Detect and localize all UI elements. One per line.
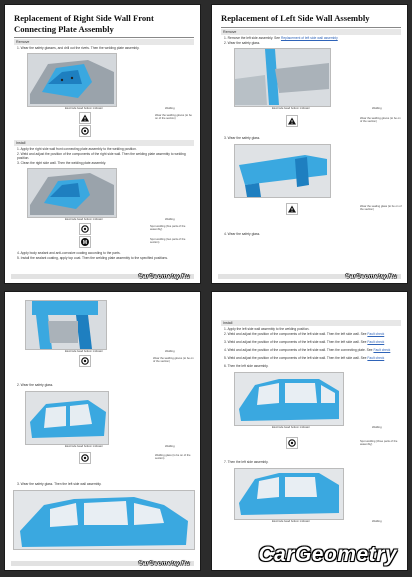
spot-weld-icon — [79, 125, 91, 137]
page-title: Replacement of Right Side Wall Front Connecting Plate Assembly — [14, 13, 154, 34]
reference-link[interactable]: Fault check — [367, 356, 385, 360]
symbol-caption: Spot welding (two parts of the section) — [150, 238, 186, 245]
manual-page-1 — [4, 4, 201, 284]
step-install-5: 5. Weld and adjust the position of the components of the left side wall. Then the left side wall. See Fault check — [224, 356, 385, 360]
step-install-2: 2. Weld and adjust the position of the components of the left side wall. Then the left side wall. See Fault check — [224, 332, 385, 336]
figure-left-wall-detail — [234, 144, 331, 198]
figure-caption: Welding — [372, 107, 382, 110]
spot-weld-icon — [79, 223, 91, 235]
manual-page-2 — [211, 4, 408, 284]
figure-caption: Welding — [165, 445, 175, 448]
figure-caption: Electrode bead bottom indicator — [65, 350, 103, 353]
car-body-diagram — [28, 169, 116, 217]
section-header-install: Install — [221, 320, 401, 326]
reference-link[interactable]: Fault check — [367, 340, 385, 344]
step-remove-1: 1. Wear the safety glasses, and drill out the rivets. Then the welding plate assembly. — [17, 46, 140, 50]
figure-pillar — [25, 300, 107, 350]
spot-weld-icon — [79, 452, 91, 464]
figure-side-wall-final — [234, 468, 344, 520]
car-body-diagram — [14, 491, 194, 549]
figure-right-plate-remove — [27, 53, 117, 107]
title-divider — [221, 27, 401, 28]
watermark: CarGeometry.Ru — [138, 560, 190, 567]
figure-caption: Electrode bead bottom indicator — [272, 426, 310, 429]
step-remove-1: 1. Remove the left side assembly. See Replacement of left side wall assembly — [224, 36, 338, 40]
step-install-2: 2. Weld and adjust the position of the components of the right side wall. Then the welding plate assembly to welding position. — [17, 152, 186, 161]
car-body-diagram — [26, 392, 108, 444]
symbol-caption: Wear the sealing glass (to be on of the section) — [360, 205, 402, 212]
figure-side-structure — [25, 391, 109, 445]
figure-caption: Electrode bead bottom indicator — [65, 445, 103, 448]
symbol-caption: Wear the welding gloves (to be on of the section) — [360, 117, 401, 124]
symbol-caption: Wear the welding gloves (to be on of the section) — [155, 114, 192, 121]
title-divider — [14, 37, 194, 38]
step-install-3: 3. Clean the right side wall. Then the welding plate assembly. — [17, 161, 107, 165]
step-install-4: 4. Weld and adjust the position of the components of the left side wall. Then the connecting plate. See Fault check — [224, 348, 391, 352]
figure-caption: Welding — [165, 350, 175, 353]
symbol-caption: Welding glass (to be on of the section) — [155, 454, 191, 461]
car-body-diagram — [235, 145, 330, 197]
step-2: 2. Wear the safety glass. — [17, 383, 54, 387]
reference-link[interactable]: Fault check — [367, 332, 385, 336]
figure-left-wall-remove — [234, 48, 331, 107]
figure-caption: Welding — [165, 218, 175, 221]
section-header-remove: Remove — [14, 39, 194, 45]
section-header-remove: Remove — [221, 29, 401, 35]
figure-caption: Electrode bead bottom indicator — [272, 107, 310, 110]
watermark: CarGeometry.Ru — [345, 273, 397, 280]
figure-caption: Electrode bead bottom indicator — [65, 218, 103, 221]
symbol-caption: Spot welding (five parts of the assembly) — [150, 225, 186, 232]
watermark-large: CarGeometry — [258, 543, 397, 566]
step-install-5: 5. Install the sealant coating, apply top coat. Then the welding plate assembly to the specified positions. — [17, 256, 168, 260]
spot-weld-icon — [286, 437, 298, 449]
figure-caption: Welding — [372, 520, 382, 523]
warning-icon — [286, 203, 298, 215]
mig-weld-icon — [79, 236, 91, 248]
watermark: CarGeometry.Ru — [138, 273, 190, 280]
section-header-install: Install — [14, 140, 194, 146]
warning-icon — [79, 112, 91, 124]
spot-weld-icon — [79, 355, 91, 367]
step-install-4: 4. Apply body sealant and anti-corrosive coating according to the parts. — [17, 251, 121, 255]
symbol-caption: Spot welding (three parts of the assembly) — [360, 440, 398, 447]
figure-side-wall-install — [234, 372, 344, 426]
car-body-diagram — [235, 469, 343, 519]
step-remove-4: 4. Wear the safety glass. — [224, 232, 261, 236]
step-3: 3. Wear the safety glass. Then the left side wall assembly. — [17, 482, 102, 486]
page-title: Replacement of Left Side Wall Assembly — [221, 13, 370, 23]
car-body-diagram — [235, 49, 330, 106]
warning-icon — [286, 115, 298, 127]
figure-caption: Welding — [372, 426, 382, 429]
car-body-diagram — [26, 301, 106, 349]
step-install-1: 1. Apply the right side wall front connecting plate assembly to the welding position. — [17, 147, 137, 151]
manual-page-4 — [211, 291, 408, 571]
step-remove-2: 2. Wear the safety glass. — [224, 41, 261, 45]
reference-link[interactable]: Replacement of left side wall assembly — [280, 36, 338, 40]
svg-text:M: M — [82, 239, 88, 246]
step-install-1: 1. Apply the left side wall assembly to the welding position. — [224, 327, 310, 331]
figure-caption: Electrode bead bottom indicator — [272, 520, 310, 523]
step-remove-3: 3. Wear the safety glass. — [224, 136, 261, 140]
step-install-3: 3. Weld and adjust the position of the components of the left side wall. Then the left side wall. See Fault check — [224, 340, 385, 344]
reference-link[interactable]: Fault check — [373, 348, 391, 352]
step-install-7: 7. Then the left side assembly. — [224, 460, 269, 464]
step-install-6: 6. Then the left side assembly. — [224, 364, 269, 368]
manual-page-3 — [4, 291, 201, 571]
figure-caption: Electrode bead bottom indicator — [65, 107, 103, 110]
figure-right-plate-install — [27, 168, 117, 218]
figure-full-side-wall — [13, 490, 195, 550]
car-body-diagram — [28, 54, 116, 106]
symbol-caption: Wear the welding gloves (to be on of the section) — [153, 357, 194, 364]
figure-caption: Welding — [165, 107, 175, 110]
car-body-diagram — [235, 373, 343, 425]
